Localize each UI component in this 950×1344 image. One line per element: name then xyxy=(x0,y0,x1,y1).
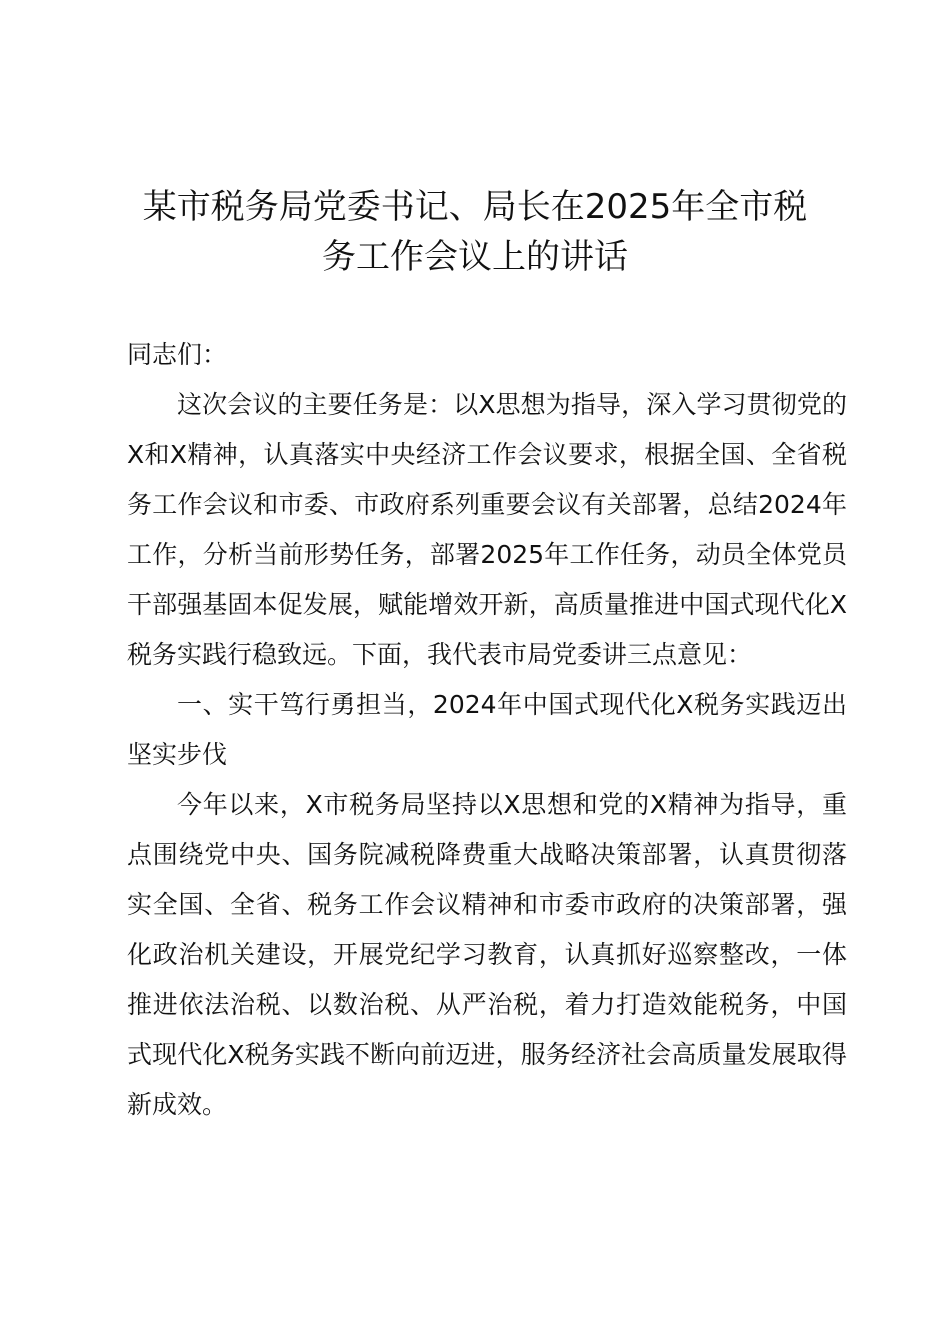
document-title xyxy=(100,182,850,282)
title-line-2: 务工作会议上的讲话 xyxy=(322,237,628,277)
paragraph-section-1: 今年以来，X市税务局坚持以X思想和党的X精神为指导，重点围绕党中央、国务院减税降费重大战略决策部署，认真贯彻落实全国、全省、税务工作会议精神和市委市政府的决策部署，强化政治机关建设，开展党纪学习教育，认真抓好巡察整改，一体推进依法治税、以数治税、从严治税，着力打造效能税务，中国式现代化X税务实践不断向前迈进，服务经济社会高质量发展取得新成效。 xyxy=(127,790,847,1119)
document-body xyxy=(127,330,847,1130)
title-line-1: 某市税务局党委书记、局长在2025年全市税 xyxy=(142,187,808,227)
salutation: 同志们： xyxy=(127,340,228,369)
paragraph-intro: 这次会议的主要任务是：以X思想为指导，深入学习贯彻党的X和X精神，认真落实中央经济工作会议要求，根据全国、全省税务工作会议和市委、市政府系列重要会议有关部署，总结2024年工作，分析当前形势任务，部署2025年工作任务，动员全体党员干部强基固本促发展，赋能增效开新，高质量推进中国式现代化X税务实践行稳致远。下面，我代表市局党委讲三点意见： xyxy=(127,390,847,669)
section-heading-1: 一、实干笃行勇担当，2024年中国式现代化X税务实践迈出坚实步伐 xyxy=(127,690,847,769)
